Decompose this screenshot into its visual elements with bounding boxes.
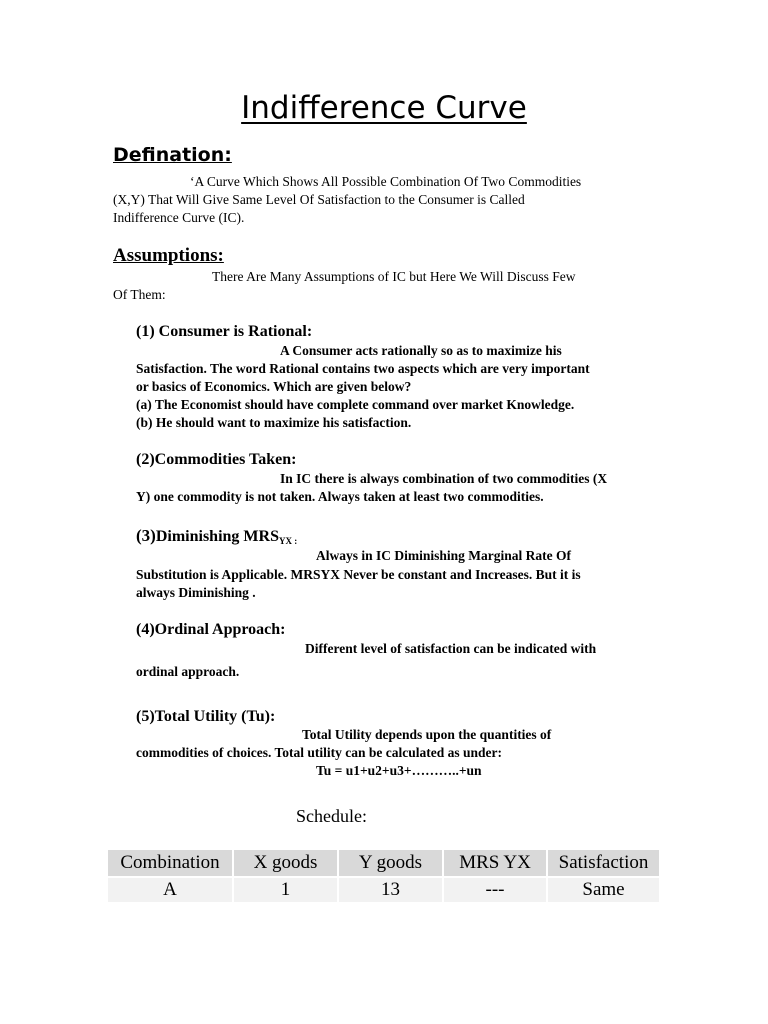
ordinal-line-1: Different level of satisfaction can be indicated with — [305, 641, 597, 656]
utility-heading: (5)Total Utility (Tu): — [136, 708, 276, 725]
definition-line-1: ‘A Curve Which Shows All Possible Combination Of Two Commodities — [190, 174, 582, 189]
rational-heading: (1) Consumer is Rational: — [136, 323, 313, 340]
table-row — [108, 876, 659, 902]
mrs-heading — [136, 526, 297, 546]
rational-line-1: A Consumer acts rationally so as to maximize his — [280, 343, 562, 358]
rational-line-3: or basics of Economics. Which are given below? — [136, 379, 412, 394]
definition-line-3: Indifference Curve (IC). — [113, 210, 245, 225]
utility-formula: Tu = u1+u2+u3+………..+un — [316, 763, 482, 778]
cell-mrs-yx: --- — [444, 876, 546, 902]
utility-line-1: Total Utility depends upon the quantities of — [302, 727, 552, 742]
ordinal-line-2: ordinal approach. — [136, 664, 240, 679]
utility-line-2: commodities of choices. Total utility can be calculated as under: — [136, 745, 502, 760]
commodities-line-1: In IC there is always combination of two commodities (X — [280, 471, 608, 486]
cell-satisfaction: Same — [548, 876, 659, 902]
mrs-line-3: always Diminishing . — [136, 585, 256, 600]
schedule-header-row — [108, 850, 659, 876]
mrs-heading-text: Diminishing MRS — [155, 528, 279, 545]
rational-line-2: Satisfaction. The word Rational contains two aspects which are very important — [136, 361, 590, 376]
mrs-line-1: Always in IC Diminishing Marginal Rate Of — [316, 548, 572, 563]
assumptions-line-2: Of Them: — [113, 287, 166, 302]
assumptions-heading: Assumptions: — [113, 245, 224, 266]
commodities-heading: (2)Commodities Taken: — [136, 451, 297, 468]
mrs-heading-subscript: YX : — [278, 536, 298, 546]
mrs-line-2: Substitution is Applicable. MRSYX Never be constant and Increases. But it is — [136, 567, 581, 582]
assumptions-line-1: There Are Many Assumptions of IC but Here We Will Discuss Few — [212, 269, 576, 284]
mrs-heading-number: (3) — [136, 526, 156, 545]
definition-heading: Defination: — [113, 144, 232, 166]
cell-y-goods: 13 — [339, 876, 442, 902]
header-mrs-yx: MRS YX — [444, 850, 546, 876]
cell-combination: A — [108, 876, 232, 902]
header-combination: Combination — [108, 850, 232, 876]
page-title: Indifference Curve — [241, 90, 527, 126]
schedule-label: Schedule: — [296, 806, 367, 826]
rational-line-5: (b) He should want to maximize his satisfaction. — [136, 415, 412, 430]
commodities-line-2: Y) one commodity is not taken. Always taken at least two commodities. — [136, 489, 544, 504]
cell-x-goods: 1 — [234, 876, 337, 902]
rational-line-4: (a) The Economist should have complete command over market Knowledge. — [136, 397, 575, 412]
header-x-goods: X goods — [234, 850, 337, 876]
ordinal-heading: (4)Ordinal Approach: — [136, 621, 286, 638]
definition-line-2: (X,Y) That Will Give Same Level Of Satisfaction to the Consumer is Called — [113, 192, 525, 207]
header-satisfaction: Satisfaction — [548, 850, 659, 876]
header-y-goods: Y goods — [339, 850, 442, 876]
schedule-table — [106, 850, 661, 902]
